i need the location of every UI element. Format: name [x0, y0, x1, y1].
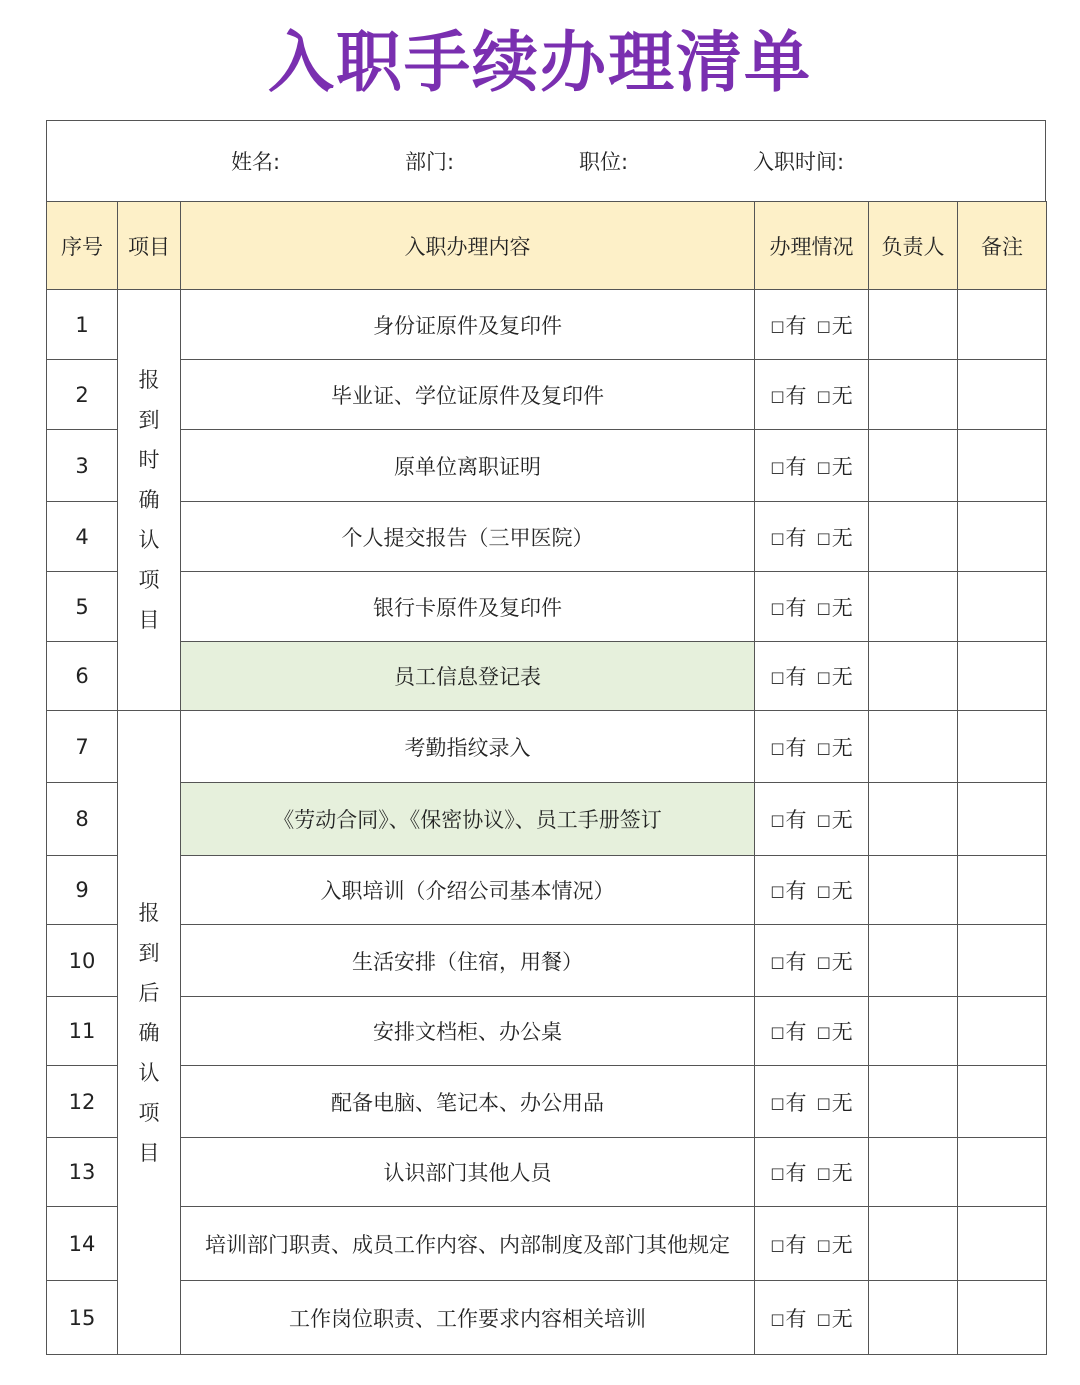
row-content: 配备电脑、笔记本、办公用品 — [181, 1066, 755, 1138]
row-status — [755, 360, 869, 430]
group-char: 报 — [138, 368, 160, 392]
table-row — [47, 572, 1047, 642]
header-seq: 序号 — [47, 202, 118, 290]
checkbox-icon[interactable]: □ — [816, 457, 831, 476]
page-title: 入职手续办理清单 — [268, 24, 812, 101]
row-note[interactable] — [958, 997, 1047, 1066]
checkbox-icon[interactable]: □ — [770, 668, 785, 686]
group-char: 项 — [138, 568, 160, 592]
status-option-label: 无 — [831, 595, 853, 620]
status-option-yes[interactable] — [770, 879, 806, 903]
table-row — [47, 642, 1047, 711]
row-status — [755, 925, 869, 997]
status-option-yes[interactable] — [770, 808, 806, 832]
group-char: 后 — [138, 980, 160, 1005]
table-row — [47, 711, 1047, 783]
status-option-label: 有 — [785, 1306, 807, 1331]
department-label: 部门: — [405, 150, 455, 174]
status-option-no[interactable] — [817, 879, 853, 903]
position-label: 职位: — [579, 150, 629, 174]
table-row — [47, 783, 1047, 856]
row-note[interactable] — [958, 642, 1047, 711]
checkbox-icon[interactable]: □ — [816, 1164, 831, 1182]
table-body — [47, 290, 1047, 1355]
status-option-label: 有 — [785, 1090, 807, 1115]
checkbox-icon[interactable]: □ — [770, 952, 785, 971]
status-option-label: 有 — [785, 313, 807, 338]
status-option-no[interactable] — [817, 455, 853, 479]
row-note[interactable] — [958, 360, 1047, 430]
status-option-label: 无 — [831, 1020, 853, 1044]
row-status — [755, 642, 869, 711]
row-content: 《劳动合同》、《保密协议》、员工手册签订 — [181, 783, 755, 856]
status-option-yes[interactable] — [770, 950, 806, 974]
status-option-yes[interactable] — [770, 1020, 806, 1044]
status-option-no[interactable] — [817, 665, 853, 689]
row-seq: 12 — [47, 1066, 118, 1138]
checkbox-icon[interactable]: □ — [770, 457, 785, 476]
row-seq: 15 — [47, 1281, 118, 1355]
row-status — [755, 711, 869, 783]
status-option-label: 无 — [831, 1232, 853, 1257]
row-content: 员工信息登记表 — [181, 642, 755, 711]
status-option-no[interactable] — [817, 314, 853, 338]
row-note[interactable] — [958, 502, 1047, 572]
table-row — [47, 360, 1047, 430]
checkbox-icon[interactable]: □ — [770, 598, 785, 617]
row-status — [755, 502, 869, 572]
status-option-no[interactable] — [817, 736, 853, 760]
table-row — [47, 856, 1047, 925]
row-owner[interactable] — [869, 1281, 958, 1355]
checkbox-icon[interactable]: □ — [770, 1309, 785, 1328]
row-content: 生活安排（住宿，用餐） — [181, 925, 755, 997]
row-content: 身份证原件及复印件 — [181, 290, 755, 360]
table-row — [47, 290, 1047, 360]
row-content: 毕业证、学位证原件及复印件 — [181, 360, 755, 430]
row-owner[interactable] — [869, 572, 958, 642]
row-note[interactable] — [958, 1066, 1047, 1138]
entry-date-label: 入职时间: — [753, 150, 845, 174]
status-option-label: 有 — [785, 383, 807, 408]
checkbox-icon[interactable]: □ — [770, 528, 785, 547]
status-option-label: 无 — [831, 808, 853, 832]
header-owner: 负责人 — [869, 202, 958, 290]
checkbox-icon[interactable]: □ — [770, 1023, 785, 1041]
checkbox-icon[interactable]: □ — [816, 882, 831, 900]
checkbox-icon[interactable]: □ — [770, 738, 785, 757]
group-char: 确 — [138, 1020, 160, 1045]
row-status — [755, 1066, 869, 1138]
row-seq: 9 — [47, 856, 118, 925]
row-owner[interactable] — [869, 711, 958, 783]
row-owner[interactable] — [869, 997, 958, 1066]
status-option-label: 有 — [785, 525, 807, 550]
row-content: 入职培训（介绍公司基本情况） — [181, 856, 755, 925]
row-content: 银行卡原件及复印件 — [181, 572, 755, 642]
row-owner[interactable] — [869, 502, 958, 572]
status-option-no[interactable] — [817, 526, 853, 550]
row-content: 考勤指纹录入 — [181, 711, 755, 783]
info-bar — [46, 120, 1046, 202]
row-content: 培训部门职责、成员工作内容、内部制度及部门其他规定 — [181, 1207, 755, 1281]
checkbox-icon[interactable]: □ — [816, 598, 831, 617]
status-option-no[interactable] — [817, 950, 853, 974]
row-status — [755, 1138, 869, 1207]
checkbox-icon[interactable]: □ — [816, 1023, 831, 1041]
group-char: 认 — [138, 528, 160, 552]
row-seq: 2 — [47, 360, 118, 430]
status-option-label: 有 — [785, 879, 807, 903]
group-char: 时 — [138, 448, 160, 472]
status-option-yes[interactable] — [770, 1091, 806, 1115]
status-option-yes[interactable] — [770, 736, 806, 760]
status-option-label: 无 — [831, 525, 853, 550]
status-option-no[interactable] — [817, 1233, 853, 1257]
table-row — [47, 1066, 1047, 1138]
header-item: 项目 — [118, 202, 181, 290]
row-status — [755, 430, 869, 502]
checkbox-icon[interactable]: □ — [816, 811, 831, 829]
group-char: 认 — [138, 1060, 160, 1085]
row-status — [755, 290, 869, 360]
row-seq: 10 — [47, 925, 118, 997]
checklist-table — [46, 201, 1047, 1355]
row-content: 原单位离职证明 — [181, 430, 755, 502]
status-option-label: 无 — [831, 383, 853, 408]
status-option-label: 有 — [785, 808, 807, 832]
checkbox-icon[interactable]: □ — [816, 952, 831, 971]
table-row — [47, 925, 1047, 997]
row-seq: 14 — [47, 1207, 118, 1281]
row-note[interactable] — [958, 925, 1047, 997]
row-note[interactable] — [958, 1281, 1047, 1355]
row-note[interactable] — [958, 711, 1047, 783]
checkbox-icon[interactable]: □ — [816, 528, 831, 547]
header-status: 办理情况 — [755, 202, 869, 290]
row-seq: 4 — [47, 502, 118, 572]
status-option-yes[interactable] — [770, 1307, 806, 1331]
checkbox-icon[interactable]: □ — [816, 668, 831, 686]
status-option-label: 无 — [831, 1306, 853, 1331]
row-seq: 5 — [47, 572, 118, 642]
checkbox-icon[interactable]: □ — [770, 386, 785, 405]
status-option-yes[interactable] — [770, 455, 806, 479]
status-option-label: 无 — [831, 879, 853, 903]
row-owner[interactable] — [869, 290, 958, 360]
status-option-label: 无 — [831, 949, 853, 974]
checkbox-icon[interactable]: □ — [770, 1093, 785, 1112]
checkbox-icon[interactable]: □ — [816, 1309, 831, 1328]
group-char: 到 — [138, 940, 160, 965]
row-status — [755, 1281, 869, 1355]
group-char: 目 — [138, 1140, 160, 1165]
status-option-label: 无 — [831, 665, 853, 689]
status-option-label: 有 — [785, 454, 807, 479]
status-option-yes[interactable] — [770, 1233, 806, 1257]
status-option-label: 有 — [785, 735, 807, 760]
status-option-yes[interactable] — [770, 596, 806, 620]
status-option-label: 无 — [831, 735, 853, 760]
row-note[interactable] — [958, 783, 1047, 856]
row-note[interactable] — [958, 1207, 1047, 1281]
table-row — [47, 430, 1047, 502]
row-seq: 13 — [47, 1138, 118, 1207]
table-row — [47, 1138, 1047, 1207]
name-label: 姓名: — [231, 150, 281, 174]
status-option-yes[interactable] — [770, 526, 806, 550]
checkbox-icon[interactable]: □ — [816, 386, 831, 405]
row-note[interactable] — [958, 290, 1047, 360]
row-seq: 3 — [47, 430, 118, 502]
checkbox-icon[interactable]: □ — [770, 1164, 785, 1182]
status-option-label: 有 — [785, 1020, 807, 1044]
group-char: 报 — [138, 900, 160, 925]
row-note[interactable] — [958, 430, 1047, 502]
checkbox-icon[interactable]: □ — [770, 316, 785, 335]
status-option-no[interactable] — [817, 1307, 853, 1331]
row-status — [755, 1207, 869, 1281]
row-seq: 7 — [47, 711, 118, 783]
status-option-label: 无 — [831, 1161, 853, 1185]
checkbox-icon[interactable]: □ — [816, 738, 831, 757]
status-option-no[interactable] — [817, 1020, 853, 1044]
table-row — [47, 997, 1047, 1066]
checkbox-icon[interactable]: □ — [816, 1093, 831, 1112]
row-status — [755, 783, 869, 856]
status-option-no[interactable] — [817, 596, 853, 620]
row-content: 安排文档柜、办公桌 — [181, 997, 755, 1066]
group-cell-after — [118, 711, 181, 1355]
group-char: 确 — [138, 488, 160, 512]
row-owner[interactable] — [869, 856, 958, 925]
row-status — [755, 997, 869, 1066]
checklist-sheet — [46, 120, 1046, 1354]
status-option-no[interactable] — [817, 1161, 853, 1185]
group-char: 项 — [138, 1100, 160, 1125]
row-seq: 6 — [47, 642, 118, 711]
status-option-no[interactable] — [817, 808, 853, 832]
row-content: 工作岗位职责、工作要求内容相关培训 — [181, 1281, 755, 1355]
status-option-label: 无 — [831, 454, 853, 479]
row-note[interactable] — [958, 856, 1047, 925]
status-option-yes[interactable] — [770, 665, 806, 689]
row-seq: 8 — [47, 783, 118, 856]
group-cell-before — [118, 290, 181, 711]
status-option-label: 无 — [831, 1090, 853, 1115]
row-note[interactable] — [958, 1138, 1047, 1207]
group-char: 到 — [138, 408, 160, 432]
row-owner[interactable] — [869, 925, 958, 997]
status-option-label: 有 — [785, 665, 807, 689]
group-char: 目 — [138, 608, 160, 632]
table-row — [47, 1207, 1047, 1281]
status-option-label: 有 — [785, 595, 807, 620]
table-header-row — [47, 202, 1047, 290]
checkbox-icon[interactable]: □ — [770, 811, 785, 829]
row-seq: 11 — [47, 997, 118, 1066]
row-seq: 1 — [47, 290, 118, 360]
table-row — [47, 1281, 1047, 1355]
row-owner[interactable] — [869, 642, 958, 711]
checkbox-icon[interactable]: □ — [816, 316, 831, 335]
checkbox-icon[interactable]: □ — [816, 1235, 831, 1254]
table-row — [47, 502, 1047, 572]
status-option-label: 无 — [831, 313, 853, 338]
status-option-yes[interactable] — [770, 314, 806, 338]
checkbox-icon[interactable]: □ — [770, 1235, 785, 1254]
header-note: 备注 — [958, 202, 1047, 290]
row-owner[interactable] — [869, 1138, 958, 1207]
status-option-label: 有 — [785, 1161, 807, 1185]
checkbox-icon[interactable]: □ — [770, 882, 785, 900]
status-option-yes[interactable] — [770, 1161, 806, 1185]
status-option-yes[interactable] — [770, 384, 806, 408]
header-content: 入职办理内容 — [181, 202, 755, 290]
row-owner[interactable] — [869, 430, 958, 502]
status-option-label: 有 — [785, 1232, 807, 1257]
row-status — [755, 856, 869, 925]
status-option-no[interactable] — [817, 384, 853, 408]
row-owner[interactable] — [869, 1207, 958, 1281]
row-content: 认识部门其他人员 — [181, 1138, 755, 1207]
row-note[interactable] — [958, 572, 1047, 642]
row-owner[interactable] — [869, 1066, 958, 1138]
row-status — [755, 572, 869, 642]
row-owner[interactable] — [869, 360, 958, 430]
status-option-no[interactable] — [817, 1091, 853, 1115]
status-option-label: 有 — [785, 949, 807, 974]
row-content: 个人提交报告（三甲医院） — [181, 502, 755, 572]
row-owner[interactable] — [869, 783, 958, 856]
